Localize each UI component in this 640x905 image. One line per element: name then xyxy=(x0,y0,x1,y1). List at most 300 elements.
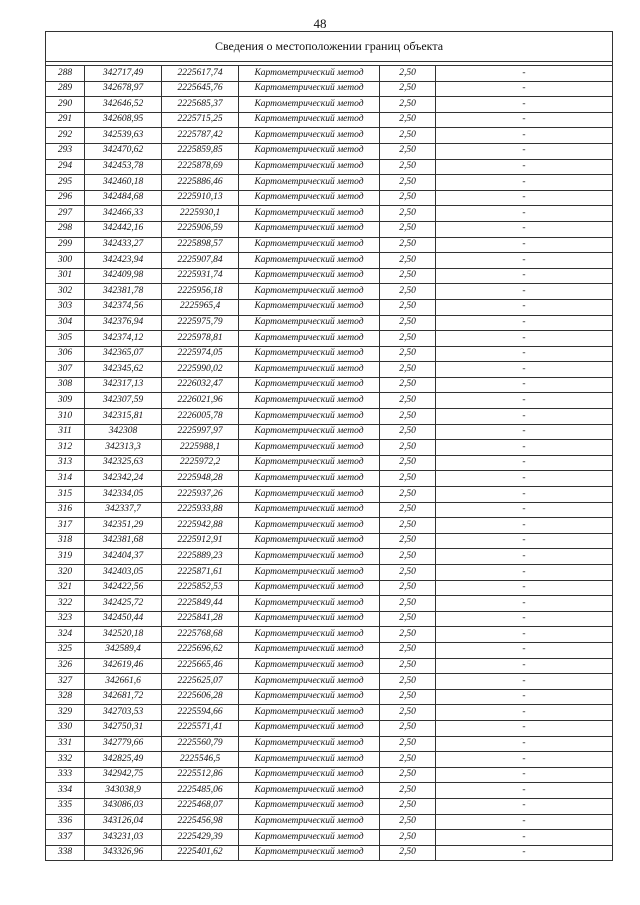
point-number-cell: 314 xyxy=(46,471,85,487)
point-number-cell: 312 xyxy=(46,440,85,456)
x-coordinate-cell: 342342,24 xyxy=(85,471,162,487)
y-coordinate-cell: 2225906,59 xyxy=(162,221,239,237)
method-cell: Картометрический метод xyxy=(239,798,380,814)
point-number-cell: 313 xyxy=(46,455,85,471)
y-coordinate-cell: 2225907,84 xyxy=(162,253,239,269)
method-cell: Картометрический метод xyxy=(239,299,380,315)
description-cell: - xyxy=(436,346,613,362)
description-cell: - xyxy=(436,580,613,596)
method-cell: Картометрический метод xyxy=(239,705,380,721)
point-number-cell: 320 xyxy=(46,565,85,581)
table-row xyxy=(46,409,613,425)
description-cell: - xyxy=(436,331,613,347)
description-cell: - xyxy=(436,767,613,783)
point-number-cell: 308 xyxy=(46,377,85,393)
table-row xyxy=(46,393,613,409)
method-cell: Картометрический метод xyxy=(239,97,380,113)
point-number-cell: 317 xyxy=(46,518,85,534)
accuracy-cell: 2,50 xyxy=(380,596,436,612)
method-cell: Картометрический метод xyxy=(239,206,380,222)
x-coordinate-cell: 342374,12 xyxy=(85,331,162,347)
point-number-cell: 318 xyxy=(46,533,85,549)
y-coordinate-cell: 2225849,44 xyxy=(162,596,239,612)
point-number-cell: 329 xyxy=(46,705,85,721)
table-row xyxy=(46,502,613,518)
table-row xyxy=(46,689,613,705)
y-coordinate-cell: 2225571,41 xyxy=(162,720,239,736)
description-cell: - xyxy=(436,830,613,846)
table-row xyxy=(46,424,613,440)
point-number-cell: 336 xyxy=(46,814,85,830)
accuracy-cell: 2,50 xyxy=(380,627,436,643)
x-coordinate-cell: 343231,03 xyxy=(85,830,162,846)
description-cell: - xyxy=(436,362,613,378)
x-coordinate-cell: 342470,62 xyxy=(85,143,162,159)
x-coordinate-cell: 342376,94 xyxy=(85,315,162,331)
point-number-cell: 333 xyxy=(46,767,85,783)
accuracy-cell: 2,50 xyxy=(380,112,436,128)
y-coordinate-cell: 2225910,13 xyxy=(162,190,239,206)
point-number-cell: 316 xyxy=(46,502,85,518)
table-row xyxy=(46,455,613,471)
description-cell: - xyxy=(436,502,613,518)
table-row xyxy=(46,642,613,658)
x-coordinate-cell: 342646,52 xyxy=(85,97,162,113)
accuracy-cell: 2,50 xyxy=(380,377,436,393)
point-number-cell: 337 xyxy=(46,830,85,846)
description-cell: - xyxy=(436,237,613,253)
table-row xyxy=(46,533,613,549)
point-number-cell: 295 xyxy=(46,175,85,191)
point-number-cell: 291 xyxy=(46,112,85,128)
x-coordinate-cell: 342678,97 xyxy=(85,81,162,97)
accuracy-cell: 2,50 xyxy=(380,689,436,705)
point-number-cell: 293 xyxy=(46,143,85,159)
description-cell: - xyxy=(436,424,613,440)
description-cell: - xyxy=(436,190,613,206)
y-coordinate-cell: 2225715,25 xyxy=(162,112,239,128)
table-row xyxy=(46,845,613,861)
y-coordinate-cell: 2225546,5 xyxy=(162,752,239,768)
y-coordinate-cell: 2225912,91 xyxy=(162,533,239,549)
y-coordinate-cell: 2225997,97 xyxy=(162,424,239,440)
table-row xyxy=(46,518,613,534)
y-coordinate-cell: 2225948,28 xyxy=(162,471,239,487)
method-cell: Картометрический метод xyxy=(239,642,380,658)
method-cell: Картометрический метод xyxy=(239,736,380,752)
x-coordinate-cell: 342681,72 xyxy=(85,689,162,705)
point-number-cell: 298 xyxy=(46,221,85,237)
table-row xyxy=(46,315,613,331)
accuracy-cell: 2,50 xyxy=(380,97,436,113)
method-cell: Картометрический метод xyxy=(239,268,380,284)
point-number-cell: 305 xyxy=(46,331,85,347)
accuracy-cell: 2,50 xyxy=(380,767,436,783)
accuracy-cell: 2,50 xyxy=(380,315,436,331)
x-coordinate-cell: 342422,56 xyxy=(85,580,162,596)
y-coordinate-cell: 2225852,53 xyxy=(162,580,239,596)
y-coordinate-cell: 2225956,18 xyxy=(162,284,239,300)
accuracy-cell: 2,50 xyxy=(380,518,436,534)
accuracy-cell: 2,50 xyxy=(380,268,436,284)
point-number-cell: 304 xyxy=(46,315,85,331)
x-coordinate-cell: 342307,59 xyxy=(85,393,162,409)
method-cell: Картометрический метод xyxy=(239,424,380,440)
x-coordinate-cell: 342520,18 xyxy=(85,627,162,643)
y-coordinate-cell: 2225645,76 xyxy=(162,81,239,97)
description-cell: - xyxy=(436,440,613,456)
description-cell: - xyxy=(436,315,613,331)
x-coordinate-cell: 342317,13 xyxy=(85,377,162,393)
description-cell: - xyxy=(436,97,613,113)
table-row xyxy=(46,299,613,315)
method-cell: Картометрический метод xyxy=(239,315,380,331)
point-number-cell: 310 xyxy=(46,409,85,425)
x-coordinate-cell: 342409,98 xyxy=(85,268,162,284)
x-coordinate-cell: 342403,05 xyxy=(85,565,162,581)
method-cell: Картометрический метод xyxy=(239,580,380,596)
description-cell: - xyxy=(436,487,613,503)
method-cell: Картометрический метод xyxy=(239,143,380,159)
y-coordinate-cell: 2225512,86 xyxy=(162,767,239,783)
point-number-cell: 327 xyxy=(46,674,85,690)
table-row xyxy=(46,705,613,721)
y-coordinate-cell: 2225933,88 xyxy=(162,502,239,518)
accuracy-cell: 2,50 xyxy=(380,752,436,768)
x-coordinate-cell: 342460,18 xyxy=(85,175,162,191)
table-row xyxy=(46,112,613,128)
x-coordinate-cell: 342442,16 xyxy=(85,221,162,237)
x-coordinate-cell: 342313,3 xyxy=(85,440,162,456)
accuracy-cell: 2,50 xyxy=(380,798,436,814)
y-coordinate-cell: 2225889,23 xyxy=(162,549,239,565)
accuracy-cell: 2,50 xyxy=(380,502,436,518)
y-coordinate-cell: 2225685,37 xyxy=(162,97,239,113)
y-coordinate-cell: 2225931,74 xyxy=(162,268,239,284)
method-cell: Картометрический метод xyxy=(239,720,380,736)
point-number-cell: 306 xyxy=(46,346,85,362)
x-coordinate-cell: 342661,6 xyxy=(85,674,162,690)
description-cell: - xyxy=(436,783,613,799)
x-coordinate-cell: 343326,96 xyxy=(85,845,162,861)
table-row xyxy=(46,190,613,206)
description-cell: - xyxy=(436,159,613,175)
method-cell: Картометрический метод xyxy=(239,112,380,128)
table-title-row xyxy=(46,32,613,62)
description-cell: - xyxy=(436,549,613,565)
method-cell: Картометрический метод xyxy=(239,689,380,705)
point-number-cell: 334 xyxy=(46,783,85,799)
x-coordinate-cell: 342750,31 xyxy=(85,720,162,736)
table-row xyxy=(46,128,613,144)
accuracy-cell: 2,50 xyxy=(380,206,436,222)
x-coordinate-cell: 343086,03 xyxy=(85,798,162,814)
x-coordinate-cell: 342423,94 xyxy=(85,253,162,269)
accuracy-cell: 2,50 xyxy=(380,611,436,627)
point-number-cell: 292 xyxy=(46,128,85,144)
point-number-cell: 302 xyxy=(46,284,85,300)
x-coordinate-cell: 342450,44 xyxy=(85,611,162,627)
accuracy-cell: 2,50 xyxy=(380,159,436,175)
table-row xyxy=(46,253,613,269)
table-row xyxy=(46,346,613,362)
y-coordinate-cell: 2225665,46 xyxy=(162,658,239,674)
y-coordinate-cell: 2225859,85 xyxy=(162,143,239,159)
accuracy-cell: 2,50 xyxy=(380,565,436,581)
point-number-cell: 290 xyxy=(46,97,85,113)
y-coordinate-cell: 2225942,88 xyxy=(162,518,239,534)
point-number-cell: 319 xyxy=(46,549,85,565)
accuracy-cell: 2,50 xyxy=(380,580,436,596)
method-cell: Картометрический метод xyxy=(239,362,380,378)
table-row xyxy=(46,143,613,159)
point-number-cell: 332 xyxy=(46,752,85,768)
boundary-coordinates-table xyxy=(45,31,613,861)
method-cell: Картометрический метод xyxy=(239,377,380,393)
description-cell: - xyxy=(436,611,613,627)
description-cell: - xyxy=(436,674,613,690)
point-number-cell: 324 xyxy=(46,627,85,643)
x-coordinate-cell: 342334,05 xyxy=(85,487,162,503)
table-row xyxy=(46,752,613,768)
description-cell: - xyxy=(436,845,613,861)
accuracy-cell: 2,50 xyxy=(380,175,436,191)
point-number-cell: 325 xyxy=(46,642,85,658)
point-number-cell: 299 xyxy=(46,237,85,253)
point-number-cell: 315 xyxy=(46,487,85,503)
accuracy-cell: 2,50 xyxy=(380,393,436,409)
table-row xyxy=(46,268,613,284)
accuracy-cell: 2,50 xyxy=(380,533,436,549)
y-coordinate-cell: 2225429,39 xyxy=(162,830,239,846)
description-cell: - xyxy=(436,658,613,674)
table-row xyxy=(46,798,613,814)
description-cell: - xyxy=(436,518,613,534)
x-coordinate-cell: 342717,49 xyxy=(85,66,162,82)
y-coordinate-cell: 2225617,74 xyxy=(162,66,239,82)
method-cell: Картометрический метод xyxy=(239,81,380,97)
description-cell: - xyxy=(436,798,613,814)
x-coordinate-cell: 342365,07 xyxy=(85,346,162,362)
y-coordinate-cell: 2225468,07 xyxy=(162,798,239,814)
description-cell: - xyxy=(436,221,613,237)
method-cell: Картометрический метод xyxy=(239,221,380,237)
description-cell: - xyxy=(436,143,613,159)
accuracy-cell: 2,50 xyxy=(380,845,436,861)
table-row xyxy=(46,596,613,612)
y-coordinate-cell: 2225898,57 xyxy=(162,237,239,253)
y-coordinate-cell: 2225485,06 xyxy=(162,783,239,799)
accuracy-cell: 2,50 xyxy=(380,284,436,300)
method-cell: Картометрический метод xyxy=(239,237,380,253)
point-number-cell: 335 xyxy=(46,798,85,814)
y-coordinate-cell: 2225975,79 xyxy=(162,315,239,331)
x-coordinate-cell: 342433,27 xyxy=(85,237,162,253)
x-coordinate-cell: 343126,04 xyxy=(85,814,162,830)
table-row xyxy=(46,580,613,596)
table-row xyxy=(46,175,613,191)
point-number-cell: 323 xyxy=(46,611,85,627)
method-cell: Картометрический метод xyxy=(239,471,380,487)
accuracy-cell: 2,50 xyxy=(380,783,436,799)
method-cell: Картометрический метод xyxy=(239,346,380,362)
method-cell: Картометрический метод xyxy=(239,455,380,471)
accuracy-cell: 2,50 xyxy=(380,143,436,159)
method-cell: Картометрический метод xyxy=(239,611,380,627)
accuracy-cell: 2,50 xyxy=(380,299,436,315)
table-row xyxy=(46,565,613,581)
y-coordinate-cell: 2225930,1 xyxy=(162,206,239,222)
description-cell: - xyxy=(436,284,613,300)
description-cell: - xyxy=(436,299,613,315)
table-row xyxy=(46,611,613,627)
accuracy-cell: 2,50 xyxy=(380,424,436,440)
method-cell: Картометрический метод xyxy=(239,66,380,82)
point-number-cell: 289 xyxy=(46,81,85,97)
table-row xyxy=(46,549,613,565)
x-coordinate-cell: 342466,33 xyxy=(85,206,162,222)
point-number-cell: 297 xyxy=(46,206,85,222)
y-coordinate-cell: 2225965,4 xyxy=(162,299,239,315)
table-row xyxy=(46,674,613,690)
method-cell: Картометрический метод xyxy=(239,814,380,830)
method-cell: Картометрический метод xyxy=(239,596,380,612)
method-cell: Картометрический метод xyxy=(239,284,380,300)
description-cell: - xyxy=(436,565,613,581)
description-cell: - xyxy=(436,206,613,222)
accuracy-cell: 2,50 xyxy=(380,814,436,830)
point-number-cell: 300 xyxy=(46,253,85,269)
y-coordinate-cell: 2225937,26 xyxy=(162,487,239,503)
accuracy-cell: 2,50 xyxy=(380,362,436,378)
point-number-cell: 301 xyxy=(46,268,85,284)
method-cell: Картометрический метод xyxy=(239,767,380,783)
y-coordinate-cell: 2225972,2 xyxy=(162,455,239,471)
accuracy-cell: 2,50 xyxy=(380,455,436,471)
y-coordinate-cell: 2225974,05 xyxy=(162,346,239,362)
table-row xyxy=(46,66,613,82)
y-coordinate-cell: 2225990,02 xyxy=(162,362,239,378)
table-row xyxy=(46,720,613,736)
x-coordinate-cell: 342942,75 xyxy=(85,767,162,783)
x-coordinate-cell: 342703,53 xyxy=(85,705,162,721)
accuracy-cell: 2,50 xyxy=(380,346,436,362)
description-cell: - xyxy=(436,253,613,269)
description-cell: - xyxy=(436,705,613,721)
description-cell: - xyxy=(436,642,613,658)
x-coordinate-cell: 342308 xyxy=(85,424,162,440)
y-coordinate-cell: 2225988,1 xyxy=(162,440,239,456)
accuracy-cell: 2,50 xyxy=(380,253,436,269)
table-row xyxy=(46,658,613,674)
y-coordinate-cell: 2225696,62 xyxy=(162,642,239,658)
x-coordinate-cell: 342351,29 xyxy=(85,518,162,534)
table-row xyxy=(46,81,613,97)
method-cell: Картометрический метод xyxy=(239,440,380,456)
x-coordinate-cell: 342325,63 xyxy=(85,455,162,471)
description-cell: - xyxy=(436,377,613,393)
y-coordinate-cell: 2226021,96 xyxy=(162,393,239,409)
y-coordinate-cell: 2225594,66 xyxy=(162,705,239,721)
accuracy-cell: 2,50 xyxy=(380,221,436,237)
x-coordinate-cell: 342453,78 xyxy=(85,159,162,175)
y-coordinate-cell: 2225401,62 xyxy=(162,845,239,861)
accuracy-cell: 2,50 xyxy=(380,81,436,97)
page-number: 48 xyxy=(313,16,327,31)
method-cell: Картометрический метод xyxy=(239,549,380,565)
method-cell: Картометрический метод xyxy=(239,159,380,175)
point-number-cell: 303 xyxy=(46,299,85,315)
boundary-table-sheet xyxy=(45,31,612,861)
point-number-cell: 322 xyxy=(46,596,85,612)
accuracy-cell: 2,50 xyxy=(380,830,436,846)
method-cell: Картометрический метод xyxy=(239,128,380,144)
point-number-cell: 328 xyxy=(46,689,85,705)
accuracy-cell: 2,50 xyxy=(380,487,436,503)
point-number-cell: 330 xyxy=(46,720,85,736)
accuracy-cell: 2,50 xyxy=(380,720,436,736)
y-coordinate-cell: 2225978,81 xyxy=(162,331,239,347)
x-coordinate-cell: 342404,37 xyxy=(85,549,162,565)
point-number-cell: 309 xyxy=(46,393,85,409)
method-cell: Картометрический метод xyxy=(239,845,380,861)
description-cell: - xyxy=(436,471,613,487)
accuracy-cell: 2,50 xyxy=(380,440,436,456)
x-coordinate-cell: 342608,95 xyxy=(85,112,162,128)
method-cell: Картометрический метод xyxy=(239,190,380,206)
description-cell: - xyxy=(436,736,613,752)
point-number-cell: 331 xyxy=(46,736,85,752)
description-cell: - xyxy=(436,393,613,409)
y-coordinate-cell: 2226032,47 xyxy=(162,377,239,393)
table-row xyxy=(46,159,613,175)
accuracy-cell: 2,50 xyxy=(380,331,436,347)
x-coordinate-cell: 342381,78 xyxy=(85,284,162,300)
x-coordinate-cell: 342374,56 xyxy=(85,299,162,315)
method-cell: Картометрический метод xyxy=(239,565,380,581)
method-cell: Картометрический метод xyxy=(239,533,380,549)
y-coordinate-cell: 2225606,28 xyxy=(162,689,239,705)
method-cell: Картометрический метод xyxy=(239,502,380,518)
x-coordinate-cell: 342345,62 xyxy=(85,362,162,378)
x-coordinate-cell: 342337,7 xyxy=(85,502,162,518)
description-cell: - xyxy=(436,175,613,191)
accuracy-cell: 2,50 xyxy=(380,471,436,487)
description-cell: - xyxy=(436,814,613,830)
point-number-cell: 321 xyxy=(46,580,85,596)
description-cell: - xyxy=(436,66,613,82)
accuracy-cell: 2,50 xyxy=(380,66,436,82)
method-cell: Картометрический метод xyxy=(239,253,380,269)
method-cell: Картометрический метод xyxy=(239,175,380,191)
point-number-cell: 307 xyxy=(46,362,85,378)
description-cell: - xyxy=(436,689,613,705)
accuracy-cell: 2,50 xyxy=(380,658,436,674)
accuracy-cell: 2,50 xyxy=(380,642,436,658)
accuracy-cell: 2,50 xyxy=(380,705,436,721)
table-row xyxy=(46,440,613,456)
y-coordinate-cell: 2225886,46 xyxy=(162,175,239,191)
table-row xyxy=(46,221,613,237)
x-coordinate-cell: 343038,9 xyxy=(85,783,162,799)
method-cell: Картометрический метод xyxy=(239,830,380,846)
y-coordinate-cell: 2225871,61 xyxy=(162,565,239,581)
x-coordinate-cell: 342425,72 xyxy=(85,596,162,612)
y-coordinate-cell: 2225625,07 xyxy=(162,674,239,690)
table-row xyxy=(46,97,613,113)
table-title: Сведения о местоположении границ объекта xyxy=(46,32,613,62)
x-coordinate-cell: 342315,81 xyxy=(85,409,162,425)
